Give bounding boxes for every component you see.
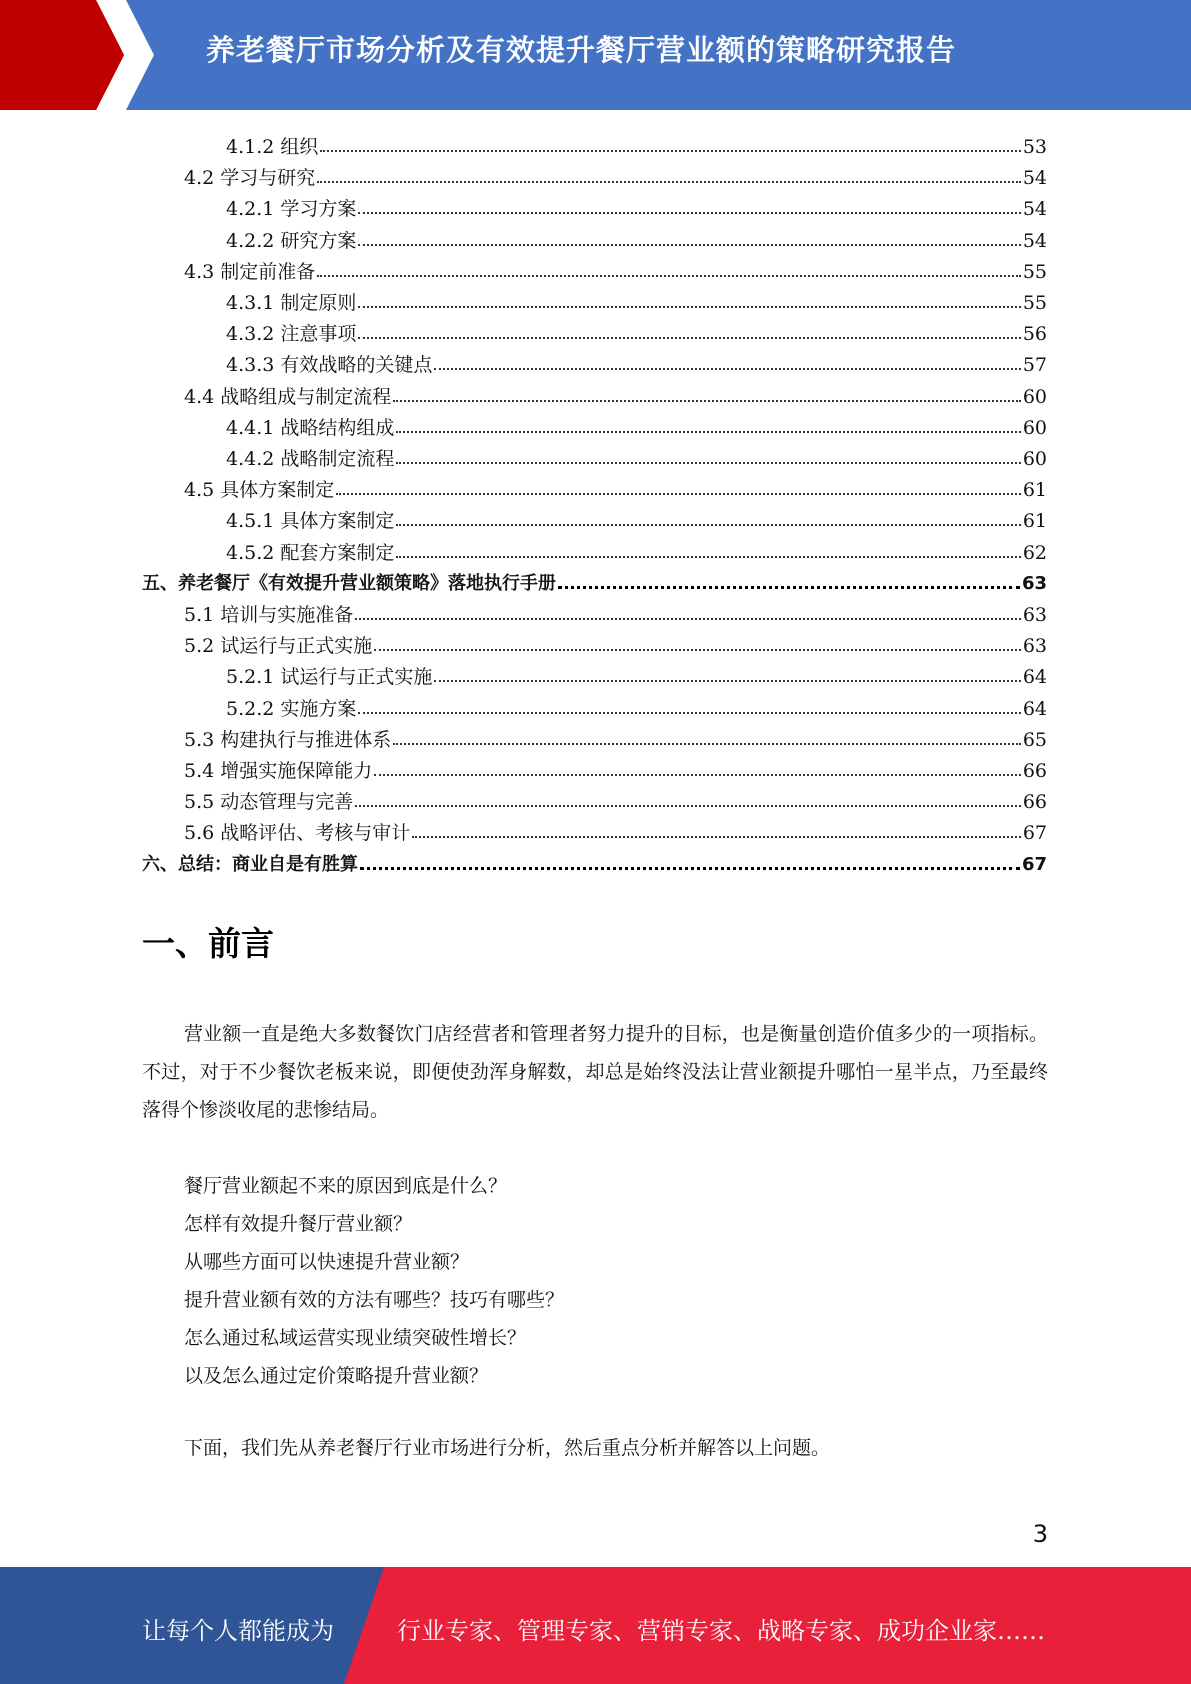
toc-entry-page: 64: [1022, 698, 1047, 720]
toc-entry[interactable]: [184, 595, 1047, 626]
toc-entry-label: 4.2.1 学习方案: [226, 198, 357, 220]
toc-entry[interactable]: [184, 158, 1047, 189]
toc-entry-label: 5.5 动态管理与完善: [184, 791, 354, 813]
toc-entry[interactable]: [226, 283, 1047, 314]
toc-entry-page: 66: [1022, 760, 1047, 782]
question-item: 餐厅营业额起不来的原因到底是什么？: [184, 1175, 508, 1197]
toc-entry-label: 4.3.3 有效战略的关键点: [226, 354, 433, 376]
toc-leader-dots: [374, 649, 1021, 651]
toc-entry-label: 4.1.2 组织: [226, 136, 319, 158]
closing-paragraph: 下面，我们先从养老餐厅行业市场进行分析，然后重点分析并解答以上问题。: [184, 1437, 831, 1459]
toc-leader-dots: [358, 244, 1020, 246]
toc-entry-label: 4.4.2 战略制定流程: [226, 448, 395, 470]
toc-leader-dots: [358, 337, 1020, 339]
toc-entry-page: 60: [1022, 386, 1047, 408]
toc-entry-label: 六、总结：商业自是有胜算: [142, 854, 358, 875]
toc-entry-page: 60: [1022, 417, 1047, 439]
toc-entry-page: 57: [1022, 354, 1047, 376]
toc-entry-label: 4.4.1 战略结构组成: [226, 417, 395, 439]
toc-entry[interactable]: [142, 845, 1047, 876]
toc-entry-page: 61: [1022, 510, 1047, 532]
toc-entry[interactable]: [226, 221, 1047, 252]
toc-leader-dots: [336, 493, 1021, 495]
toc-entry-label: 5.2.1 试运行与正式实施: [226, 666, 433, 688]
header-banner: [0, 0, 1191, 110]
toc-entry-label: 5.4 增强实施保障能力: [184, 760, 373, 782]
toc-entry-label: 4.3.2 注意事项: [226, 323, 357, 345]
toc-entry-label: 4.3.1 制定原则: [226, 292, 357, 314]
toc-entry-label: 5.2 试运行与正式实施: [184, 635, 373, 657]
toc-leader-dots: [317, 275, 1021, 277]
toc-leader-dots: [358, 212, 1020, 214]
toc-entry-page: 55: [1022, 292, 1047, 314]
toc-entry[interactable]: [184, 377, 1047, 408]
toc-entry[interactable]: [184, 813, 1047, 844]
toc-leader-dots: [396, 524, 1020, 526]
footer-banner: [0, 1567, 1191, 1684]
question-item: 提升营业额有效的方法有哪些？技巧有哪些？: [184, 1289, 565, 1311]
toc-entry-page: 61: [1022, 479, 1047, 501]
question-list: [184, 1167, 564, 1395]
toc-leader-dots: [358, 712, 1020, 714]
toc-entry-label: 4.5 具体方案制定: [184, 479, 335, 501]
toc-entry-page: 60: [1022, 448, 1047, 470]
toc-entry[interactable]: [184, 782, 1047, 813]
toc-entry-label: 5.3 构建执行与推进体系: [184, 729, 392, 751]
toc-leader-dots: [355, 805, 1021, 807]
toc-leader-dots: [396, 556, 1020, 558]
toc-entry[interactable]: [226, 501, 1047, 532]
toc-entry-label: 5.2.2 实施方案: [226, 698, 357, 720]
toc-entry[interactable]: [184, 626, 1047, 657]
toc-entry-label: 4.5.2 配套方案制定: [226, 542, 395, 564]
toc-entry-page: 67: [1021, 854, 1047, 875]
toc-entry[interactable]: [226, 189, 1047, 220]
toc-entry[interactable]: [226, 314, 1047, 345]
toc-entry-label: 4.3 制定前准备: [184, 261, 316, 283]
toc-entry-label: 五、养老餐厅《有效提升营业额策略》落地执行手册: [142, 573, 556, 594]
toc-entry-label: 5.1 培训与实施准备: [184, 604, 354, 626]
toc-leader-dots: [393, 743, 1021, 745]
toc-entry-page: 56: [1022, 323, 1047, 345]
toc-entry[interactable]: [226, 439, 1047, 470]
toc-entry[interactable]: [226, 345, 1047, 376]
toc-entry[interactable]: [226, 689, 1047, 720]
toc-leader-dots: [358, 306, 1020, 308]
question-item: 以及怎么通过定价策略提升营业额？: [184, 1365, 489, 1387]
toc-entry[interactable]: [226, 657, 1047, 688]
toc-entry-label: 4.5.1 具体方案制定: [226, 510, 395, 532]
toc-entry-page: 54: [1022, 167, 1047, 189]
page-number: 3: [1032, 1520, 1048, 1548]
toc-leader-dots: [355, 618, 1021, 620]
toc-entry-page: 55: [1022, 261, 1047, 283]
toc-entry[interactable]: [226, 533, 1047, 564]
toc-entry-page: 54: [1022, 230, 1047, 252]
toc-entry-page: 53: [1022, 136, 1047, 158]
section-heading: 一、前言: [142, 924, 274, 963]
toc-leader-dots: [434, 368, 1020, 370]
toc-entry[interactable]: [184, 470, 1047, 501]
question-item: 怎么通过私域运营实现业绩突破性增长？: [184, 1327, 527, 1349]
toc-entry-page: 66: [1022, 791, 1047, 813]
toc-entry-page: 54: [1022, 198, 1047, 220]
footer-slogan-left: 让每个人都能成为: [142, 1617, 334, 1645]
toc-leader-dots: [396, 462, 1020, 464]
toc-entry[interactable]: [184, 252, 1047, 283]
toc-entry[interactable]: [184, 751, 1047, 782]
toc-entry-page: 64: [1022, 666, 1047, 688]
question-item: 从哪些方面可以快速提升营业额？: [184, 1251, 470, 1273]
toc-entry-label: 4.4 战略组成与制定流程: [184, 386, 392, 408]
toc-entry-page: 63: [1021, 573, 1047, 594]
toc-leader-dots: [360, 867, 1020, 870]
toc-leader-dots: [396, 431, 1020, 433]
toc-entry-label: 5.6 战略评估、考核与审计: [184, 822, 411, 844]
toc-entry-page: 65: [1022, 729, 1047, 751]
toc-entry-label: 4.2 学习与研究: [184, 167, 316, 189]
toc-entry[interactable]: [226, 408, 1047, 439]
toc-entry[interactable]: [142, 564, 1047, 595]
toc-leader-dots: [317, 181, 1021, 183]
toc-entry-page: 67: [1022, 822, 1047, 844]
toc-leader-dots: [320, 150, 1020, 152]
toc-entry-label: 4.2.2 研究方案: [226, 230, 357, 252]
toc-entry-page: 62: [1022, 542, 1047, 564]
toc-entry[interactable]: [226, 127, 1047, 158]
toc-leader-dots: [393, 400, 1021, 402]
footer-slogan-right: 行业专家、管理专家、营销专家、战略专家、成功企业家……: [397, 1617, 1045, 1645]
toc-leader-dots: [374, 774, 1021, 776]
toc-leader-dots: [558, 586, 1020, 589]
toc-leader-dots: [434, 680, 1020, 682]
toc-entry-page: 63: [1022, 604, 1047, 626]
toc-leader-dots: [412, 836, 1021, 838]
document-title: 养老餐厅市场分析及有效提升餐厅营业额的策略研究报告: [206, 33, 957, 67]
intro-paragraph: 营业额一直是绝大多数餐饮门店经营者和管理者努力提升的目标，也是衡量创造价值多少的一项指标。不过，对于不少餐饮老板来说，即便使劲浑身解数，却总是始终没法让营业额提升哪怕一星半点，乃至最终落得个惨淡收尾的悲惨结局。: [142, 1023, 1048, 1121]
question-item: 怎样有效提升餐厅营业额？: [184, 1213, 413, 1235]
toc-entry-page: 63: [1022, 635, 1047, 657]
toc-entry[interactable]: [184, 720, 1047, 751]
